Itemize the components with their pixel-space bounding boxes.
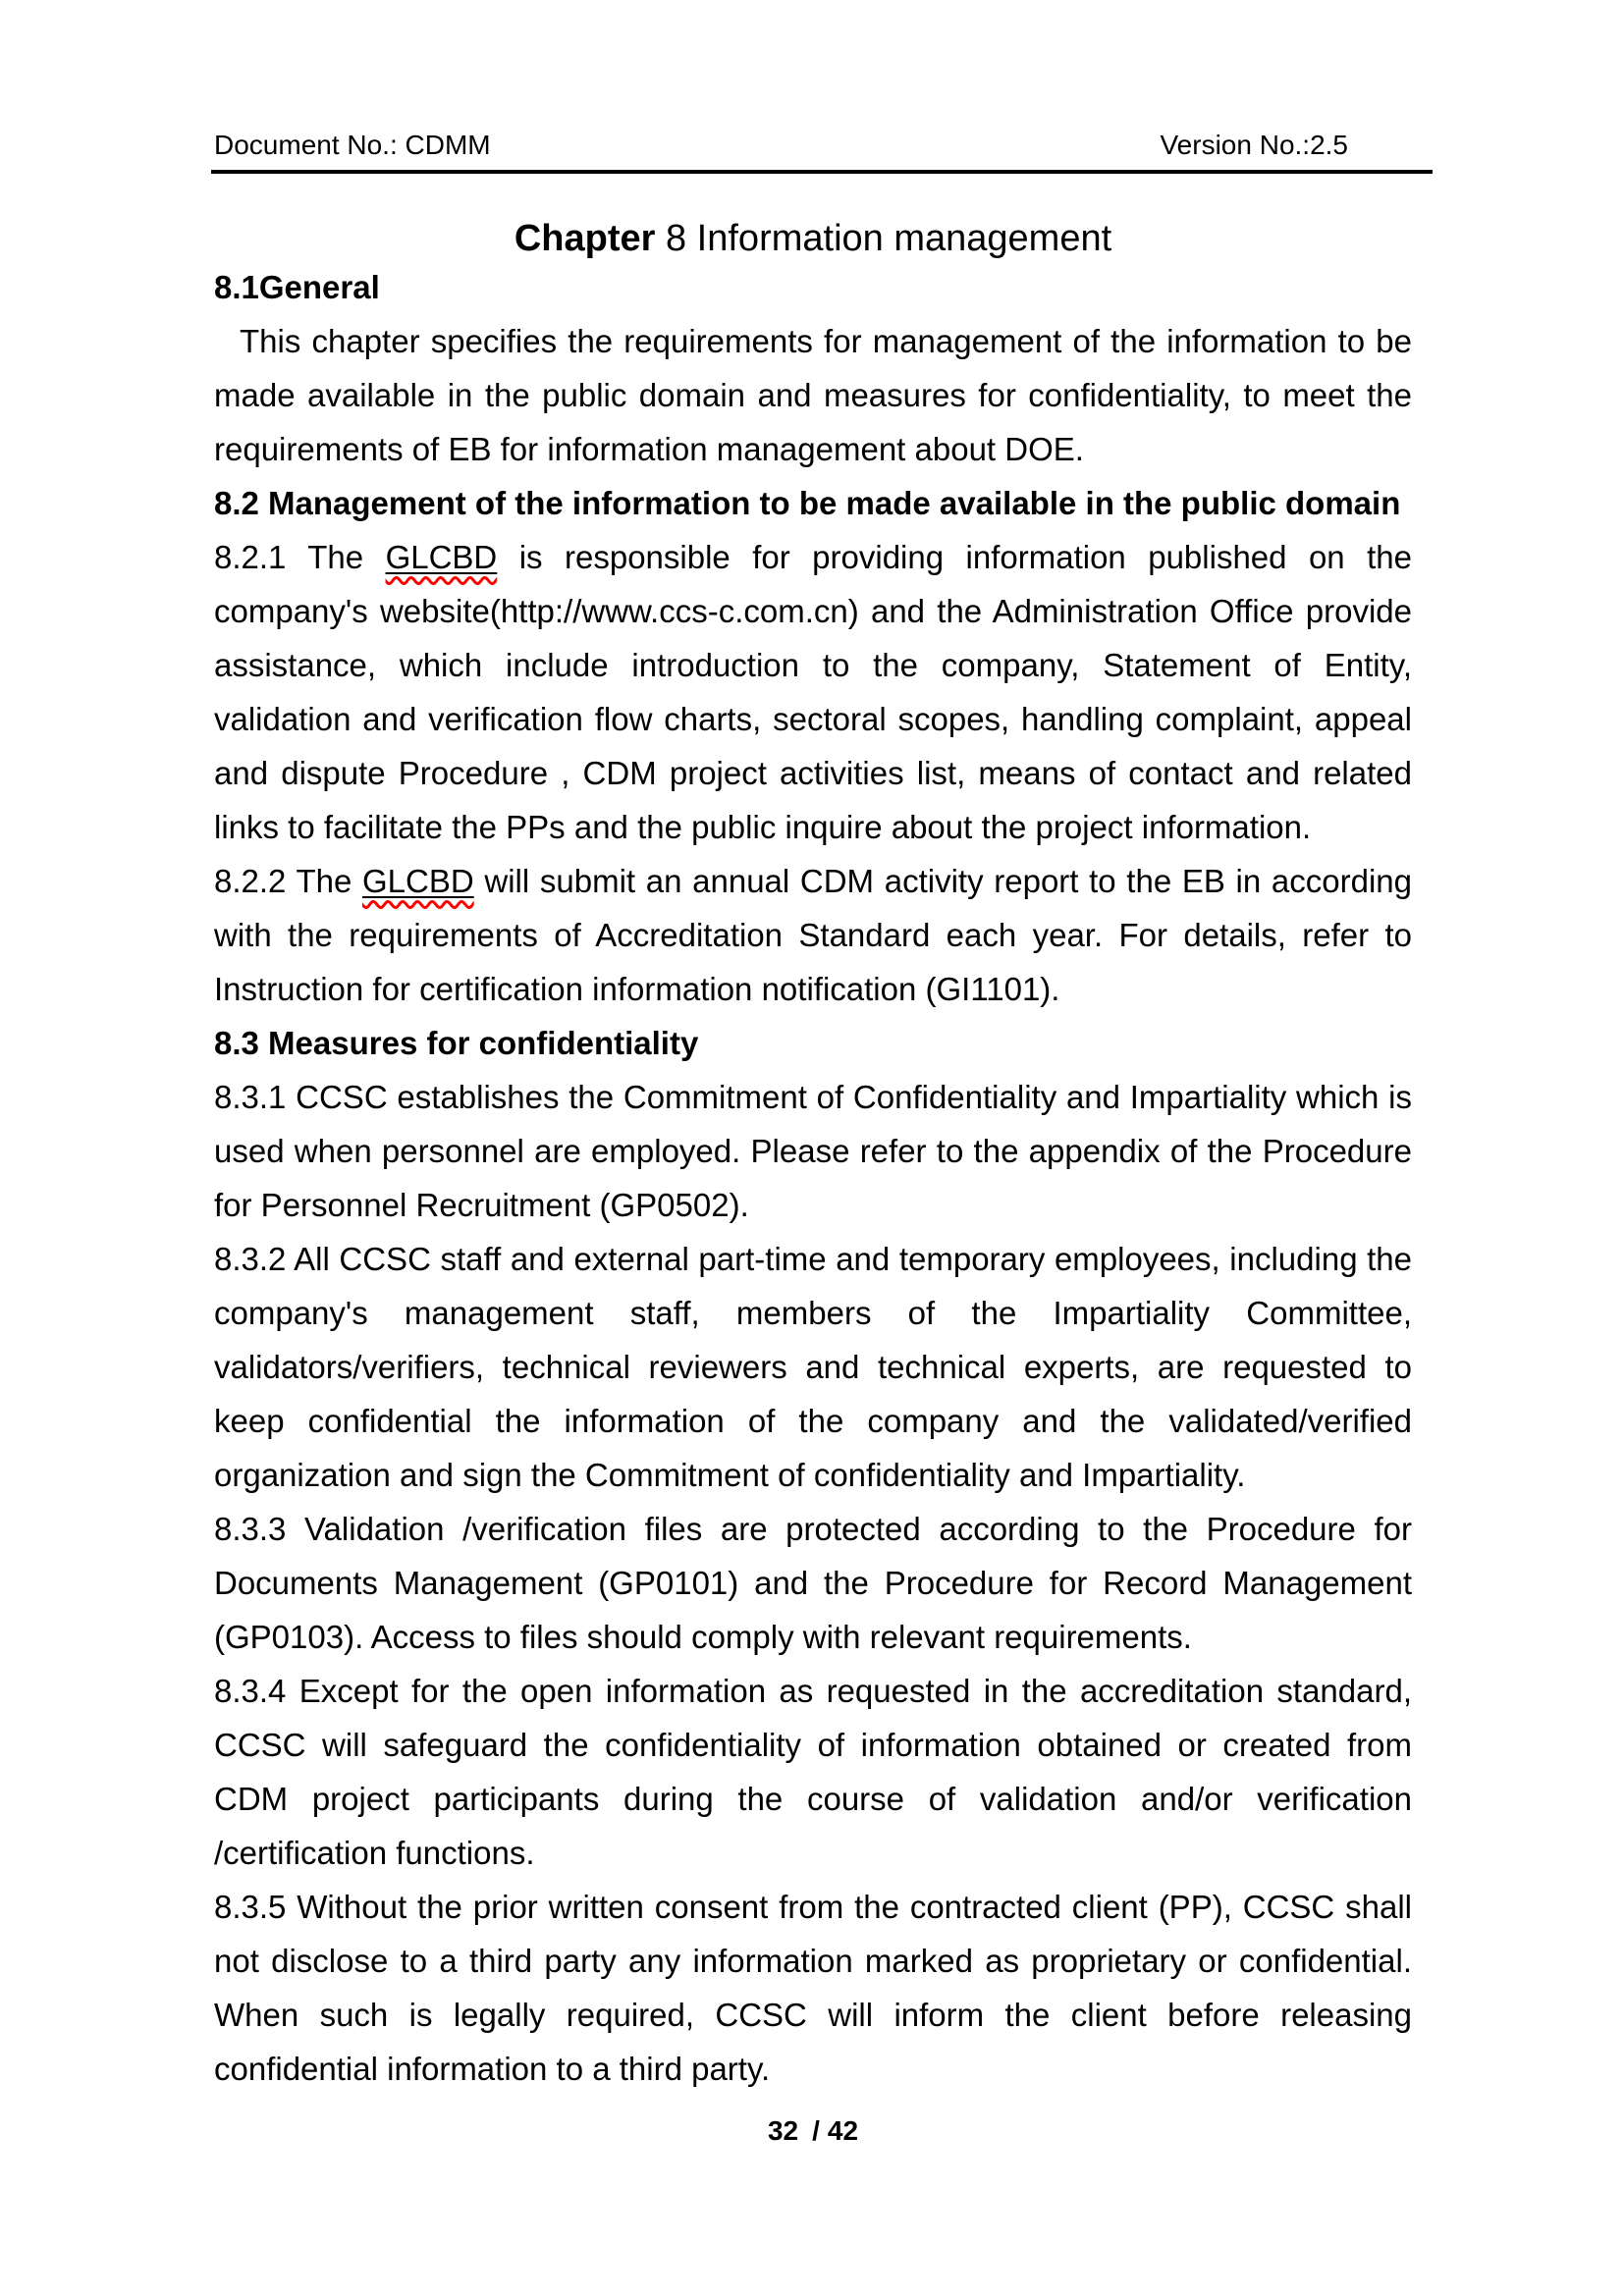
section-heading: 8.1General [214,269,380,305]
chapter-name: 8 Information management [655,218,1112,259]
paragraph: 8.3.3 Validation /verification files are protected according to the Procedure for Documents Management (GP0101) and the Procedure for Record Management (GP0103). Access to files should comply with relevant requirements. [214,1511,1412,1655]
misspelled-word: GLCBD [385,539,498,575]
document-body [214,260,1412,2096]
page-total: 42 [827,2115,859,2146]
page-number: 32 [767,2115,799,2146]
page-header [211,0,1433,174]
section-heading: 8.3 Measures for confidentiality [214,1025,699,1061]
page-title [214,217,1412,260]
paragraph: 8.3.5 Without the prior written consent from the contracted client (PP), CCSC shall not disclose to a third party any information marked as proprietary or confidential. When such is legally required, CCSC will inform the client before releasing confidential information to a third party. [214,1889,1412,2087]
chapter-label: Chapter [514,218,656,259]
misspelled-word: GLCBD [362,863,474,899]
page-footer [214,2111,1412,2151]
paragraph: 8.2.1 The GLCBD is responsible for providing information published on the company's website(http://www.ccs-c.com.cn) and the Administration Office provide assistance, which include introduction to the company, Statement of Entity, validation and verification flow charts, sectoral scopes, handling complaint, appeal and dispute Procedure , CDM project activities list, means of contact and related links to facilitate the PPs and the public inquire about the project information. [214,539,1412,845]
paragraph: 8.3.4 Except for the open information as requested in the accreditation standard, CCSC will safeguard the confidentiality of information obtained or created from CDM project participants during the course of validation and/or verification /certification functions. [214,1673,1412,1871]
section-heading: 8.2 Management of the information to be made available in the public domain [214,485,1401,521]
paragraph: 8.3.1 CCSC establishes the Commitment of Confidentiality and Impartiality which is used when personnel are employed. Please refer to the appendix of the Procedure for Personnel Recruitment (GP0502). [214,1079,1412,1223]
page-separator: / [812,2115,820,2146]
paragraph: This chapter specifies the requirements for management of the information to be made available in the public domain and measures for confidentiality, to meet the requirements of EB for information management about DOE. [214,323,1412,467]
paragraph: 8.2.2 The GLCBD will submit an annual CDM activity report to the EB in according with the requirements of Accreditation Standard each year. For details, refer to Instruction for certification information notification (GI1101). [214,863,1412,1007]
document-number: Document No.: CDMM [214,130,491,160]
paragraph: 8.3.2 All CCSC staff and external part-time and temporary employees, including the company's management staff, members of the Impartiality Committee, validators/verifiers, technical reviewers and technical experts, are requested to keep confidential the information of the company and the validated/verified organization and sign the Commitment of confidentiality and Impartiality. [214,1241,1412,1493]
version-number: Version No.:2.5 [1160,130,1348,160]
